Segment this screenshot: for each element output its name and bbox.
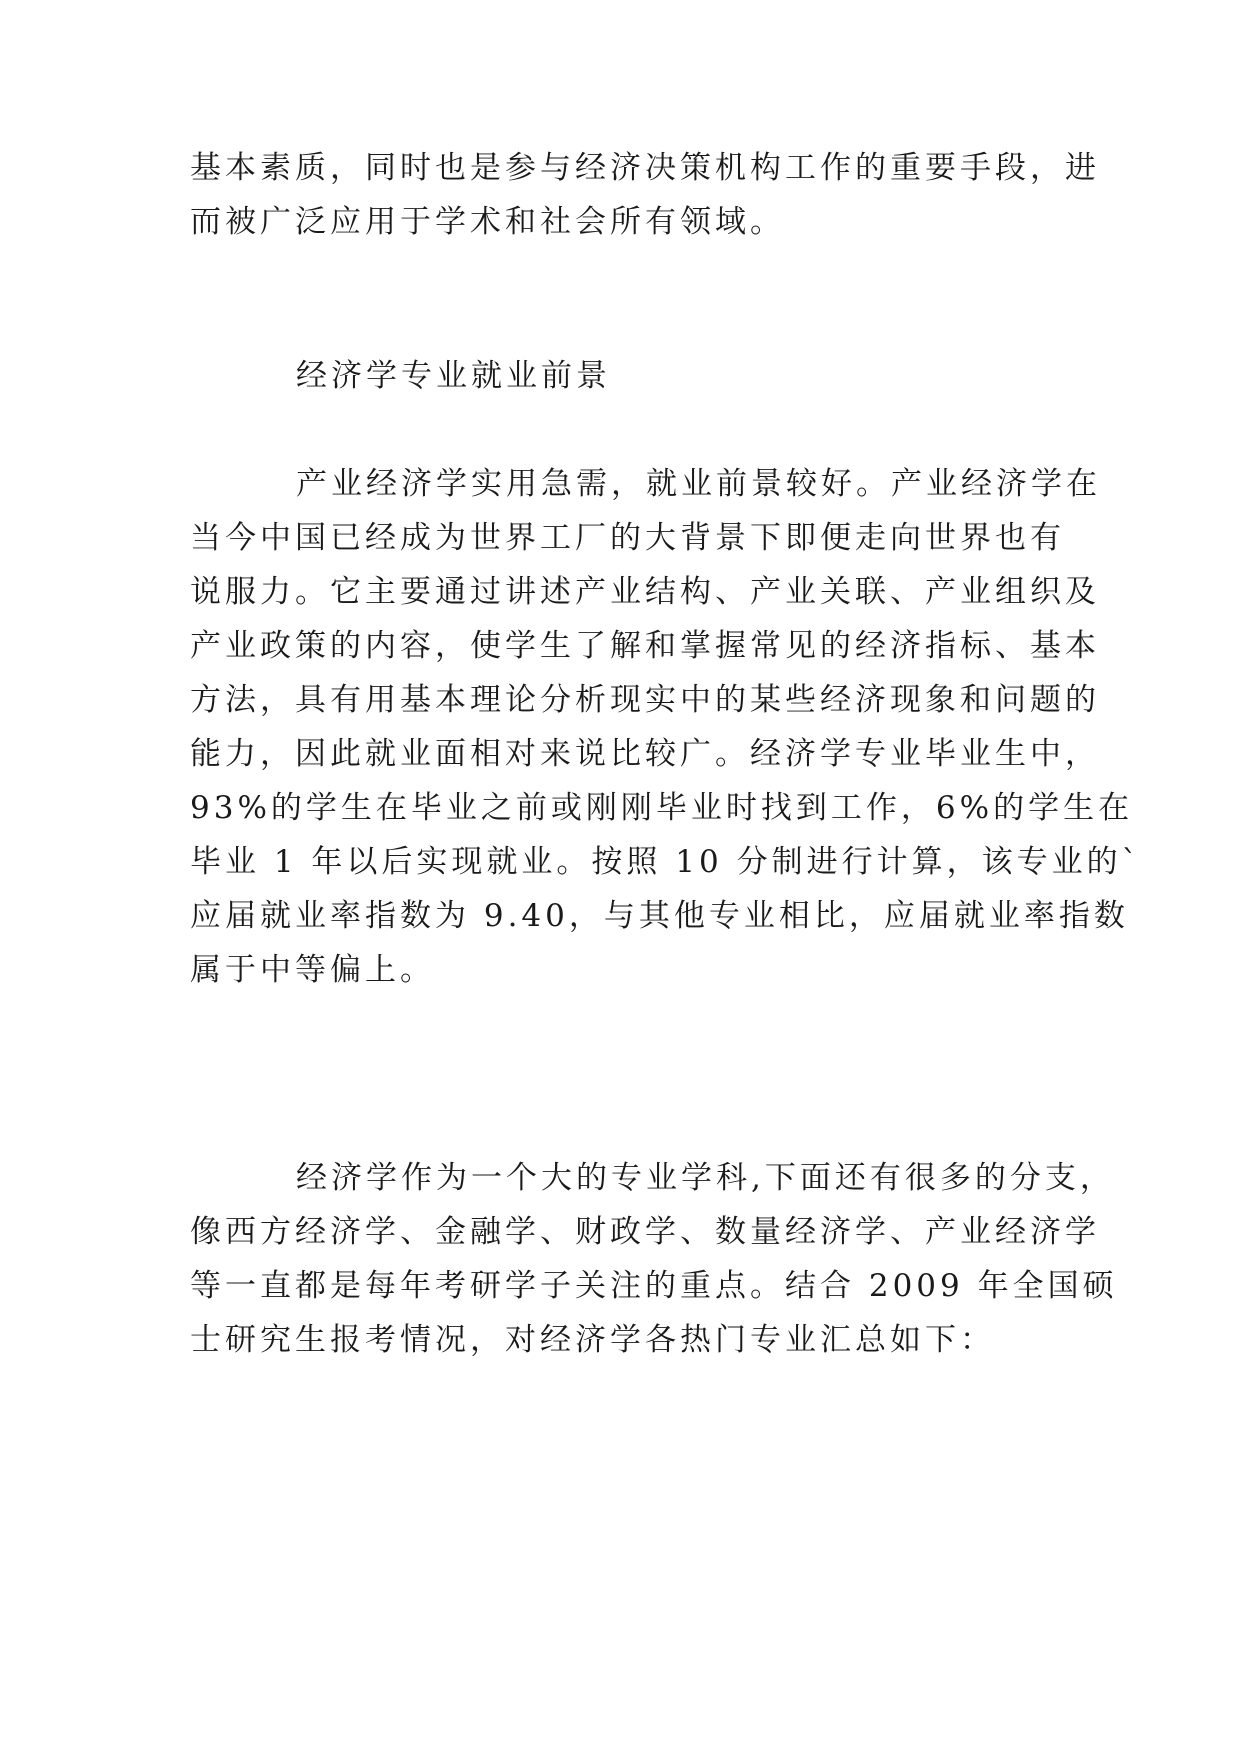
paragraph-2-line-1: 产业经济学实用急需，就业前景较好。产业经济学在 (296, 466, 1101, 502)
paragraph-1-line-2: 而被广泛应用于学术和社会所有领域。 (190, 204, 785, 240)
paragraph-2-line-2: 当今中国已经成为世界工厂的大背景下即便走向世界也有 (190, 520, 1065, 556)
paragraph-2-line-9: 应届就业率指数为 9.40，与其他专业相比，应届就业率指数 (190, 898, 1129, 934)
paragraph-2-line-8: 毕业 1 年以后实现就业。按照 10 分制进行计算，该专业的` (190, 844, 1142, 880)
paragraph-2-line-6: 能力，因此就业面相对来说比较广。经济学专业毕业生中， (190, 736, 1100, 772)
paragraph-2-line-4: 产业政策的内容，使学生了解和掌握常见的经济指标、基本 (190, 628, 1100, 664)
paragraph-3-line-1: 经济学作为一个大的专业学科,下面还有很多的分支， (296, 1160, 1115, 1196)
paragraph-3-line-2: 像西方经济学、金融学、财政学、数量经济学、产业经济学 (190, 1214, 1100, 1250)
paragraph-2-line-7: 93%的学生在毕业之前或刚刚毕业时找到工作，6%的学生在 (190, 790, 1134, 826)
paragraph-2-line-10: 属于中等偏上。 (190, 952, 435, 988)
paragraph-3-line-3: 等一直都是每年考研学子关注的重点。结合 2009 年全国硕 (190, 1268, 1118, 1304)
paragraph-3-line-4: 士研究生报考情况，对经济学各热门专业汇总如下： (190, 1322, 995, 1358)
section-heading: 经济学专业就业前景 (296, 358, 611, 394)
paragraph-1-line-1: 基本素质，同时也是参与经济决策机构工作的重要手段，进 (190, 150, 1100, 186)
paragraph-2-line-3: 说服力。它主要通过讲述产业结构、产业关联、产业组织及 (190, 574, 1100, 610)
paragraph-2-line-5: 方法，具有用基本理论分析现实中的某些经济现象和问题的 (190, 682, 1100, 718)
